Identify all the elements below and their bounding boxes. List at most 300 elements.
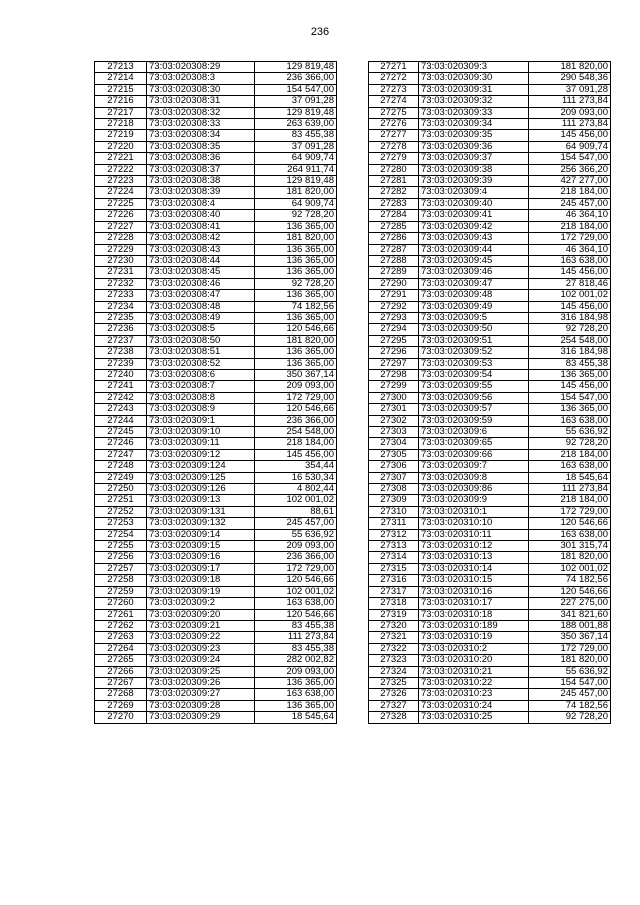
row-number-cell: 27306 bbox=[369, 461, 419, 472]
cadastral-number-cell: 73:03:020309:15 bbox=[147, 541, 255, 552]
cadastral-number-cell: 73:03:020309:31 bbox=[419, 84, 529, 95]
cadastral-number-cell: 73:03:020309:52 bbox=[419, 347, 529, 358]
cadastral-value-cell: 163 638,00 bbox=[529, 529, 611, 540]
row-number-cell: 27280 bbox=[369, 164, 419, 175]
table-row bbox=[369, 700, 611, 711]
cadastral-number-cell: 73:03:020309:131 bbox=[147, 506, 255, 517]
cadastral-number-cell: 73:03:020308:41 bbox=[147, 221, 255, 232]
cadastral-number-cell: 73:03:020309:17 bbox=[147, 563, 255, 574]
cadastral-value-cell: 102 001,02 bbox=[529, 290, 611, 301]
cadastral-value-cell: 55 636,92 bbox=[529, 666, 611, 677]
row-number-cell: 27261 bbox=[95, 609, 147, 620]
row-number-cell: 27272 bbox=[369, 73, 419, 84]
cadastral-number-cell: 73:03:020308:6 bbox=[147, 369, 255, 380]
cadastral-number-cell: 73:03:020309:41 bbox=[419, 210, 529, 221]
cadastral-value-cell: 92 728,20 bbox=[529, 712, 611, 723]
table-row bbox=[95, 712, 337, 723]
table-row bbox=[95, 392, 337, 403]
table-row bbox=[95, 575, 337, 586]
row-number-cell: 27282 bbox=[369, 187, 419, 198]
table-row bbox=[95, 62, 337, 73]
table-row bbox=[95, 449, 337, 460]
cadastral-value-cell: 227 275,00 bbox=[529, 598, 611, 609]
table-row bbox=[369, 176, 611, 187]
row-number-cell: 27248 bbox=[95, 461, 147, 472]
cadastral-number-cell: 73:03:020308:46 bbox=[147, 278, 255, 289]
cadastral-number-cell: 73:03:020310:2 bbox=[419, 643, 529, 654]
cadastral-value-cell: 136 365,00 bbox=[255, 700, 337, 711]
row-number-cell: 27226 bbox=[95, 210, 147, 221]
cadastral-value-cell: 64 909,74 bbox=[255, 198, 337, 209]
table-row bbox=[369, 301, 611, 312]
table-row bbox=[369, 335, 611, 346]
cadastral-value-cell: 102 001,02 bbox=[255, 495, 337, 506]
cadastral-value-cell: 218 184,00 bbox=[255, 438, 337, 449]
row-number-cell: 27274 bbox=[369, 96, 419, 107]
row-number-cell: 27268 bbox=[95, 689, 147, 700]
cadastral-value-cell: 92 728,20 bbox=[529, 438, 611, 449]
row-number-cell: 27296 bbox=[369, 347, 419, 358]
cadastral-value-cell: 350 367,14 bbox=[529, 632, 611, 643]
row-number-cell: 27276 bbox=[369, 119, 419, 130]
cadastral-value-cell: 188 001,88 bbox=[529, 620, 611, 631]
table-row bbox=[95, 369, 337, 380]
row-number-cell: 27221 bbox=[95, 153, 147, 164]
row-number-cell: 27309 bbox=[369, 495, 419, 506]
table-row bbox=[95, 506, 337, 517]
table-row bbox=[95, 119, 337, 130]
cadastral-value-cell: 37 091,28 bbox=[255, 141, 337, 152]
row-number-cell: 27277 bbox=[369, 130, 419, 141]
cadastral-value-cell: 181 820,00 bbox=[529, 655, 611, 666]
cadastral-number-cell: 73:03:020308:48 bbox=[147, 301, 255, 312]
row-number-cell: 27225 bbox=[95, 198, 147, 209]
cadastral-value-cell: 263 639,00 bbox=[255, 119, 337, 130]
row-number-cell: 27229 bbox=[95, 244, 147, 255]
cadastral-value-cell: 254 548,00 bbox=[255, 427, 337, 438]
cadastral-value-cell: 172 729,00 bbox=[529, 643, 611, 654]
cadastral-value-cell: 181 820,00 bbox=[255, 335, 337, 346]
cadastral-value-cell: 74 182,56 bbox=[529, 700, 611, 711]
cadastral-value-cell: 83 455,38 bbox=[255, 620, 337, 631]
table-row bbox=[95, 233, 337, 244]
cadastral-value-cell: 136 365,00 bbox=[255, 290, 337, 301]
table-row bbox=[369, 267, 611, 278]
cadastral-number-cell: 73:03:020308:36 bbox=[147, 153, 255, 164]
cadastral-number-cell: 73:03:020309:32 bbox=[419, 96, 529, 107]
table-row bbox=[95, 255, 337, 266]
cadastral-value-cell: 145 456,00 bbox=[529, 301, 611, 312]
cadastral-value-cell: 46 364,10 bbox=[529, 244, 611, 255]
cadastral-number-cell: 73:03:020310:14 bbox=[419, 563, 529, 574]
row-number-cell: 27219 bbox=[95, 130, 147, 141]
cadastral-value-cell: 218 184,00 bbox=[529, 221, 611, 232]
table-row bbox=[95, 541, 337, 552]
table-row bbox=[369, 552, 611, 563]
table-row bbox=[95, 312, 337, 323]
row-number-cell: 27314 bbox=[369, 552, 419, 563]
cadastral-value-table-left bbox=[94, 61, 337, 724]
cadastral-number-cell: 73:03:020309:132 bbox=[147, 518, 255, 529]
cadastral-number-cell: 73:03:020309:16 bbox=[147, 552, 255, 563]
table-row bbox=[95, 347, 337, 358]
table-row bbox=[95, 84, 337, 95]
cadastral-value-cell: 111 273,84 bbox=[255, 632, 337, 643]
table-row bbox=[369, 404, 611, 415]
cadastral-number-cell: 73:03:020308:7 bbox=[147, 381, 255, 392]
cadastral-number-cell: 73:03:020309:30 bbox=[419, 73, 529, 84]
table-row bbox=[95, 335, 337, 346]
cadastral-number-cell: 73:03:020309:25 bbox=[147, 666, 255, 677]
cadastral-value-cell: 83 455,38 bbox=[255, 643, 337, 654]
cadastral-value-cell: 264 911,74 bbox=[255, 164, 337, 175]
table-row bbox=[369, 119, 611, 130]
table-row bbox=[95, 632, 337, 643]
cadastral-value-cell: 136 365,00 bbox=[255, 244, 337, 255]
cadastral-number-cell: 73:03:020310:19 bbox=[419, 632, 529, 643]
cadastral-number-cell: 73:03:020309:49 bbox=[419, 301, 529, 312]
cadastral-number-cell: 73:03:020309:22 bbox=[147, 632, 255, 643]
cadastral-value-cell: 427 277,00 bbox=[529, 176, 611, 187]
cadastral-number-cell: 73:03:020310:25 bbox=[419, 712, 529, 723]
cadastral-value-cell: 136 365,00 bbox=[255, 221, 337, 232]
cadastral-number-cell: 73:03:020309:19 bbox=[147, 586, 255, 597]
row-number-cell: 27298 bbox=[369, 369, 419, 380]
table-row bbox=[95, 107, 337, 118]
cadastral-number-cell: 73:03:020309:9 bbox=[419, 495, 529, 506]
cadastral-value-cell: 181 820,00 bbox=[255, 233, 337, 244]
table-row bbox=[369, 187, 611, 198]
table-row bbox=[369, 358, 611, 369]
cadastral-number-cell: 73:03:020309:57 bbox=[419, 404, 529, 415]
table-row bbox=[369, 495, 611, 506]
cadastral-value-cell: 37 091,28 bbox=[255, 96, 337, 107]
table-row bbox=[369, 575, 611, 586]
row-number-cell: 27227 bbox=[95, 221, 147, 232]
cadastral-value-cell: 154 547,00 bbox=[529, 392, 611, 403]
row-number-cell: 27234 bbox=[95, 301, 147, 312]
table-row bbox=[95, 221, 337, 232]
cadastral-value-cell: 16 530,34 bbox=[255, 472, 337, 483]
row-number-cell: 27264 bbox=[95, 643, 147, 654]
table-row bbox=[369, 632, 611, 643]
table-row bbox=[369, 506, 611, 517]
cadastral-number-cell: 73:03:020308:37 bbox=[147, 164, 255, 175]
table-row bbox=[95, 73, 337, 84]
cadastral-number-cell: 73:03:020308:33 bbox=[147, 119, 255, 130]
cadastral-number-cell: 73:03:020308:51 bbox=[147, 347, 255, 358]
cadastral-number-cell: 73:03:020309:124 bbox=[147, 461, 255, 472]
table-row bbox=[95, 518, 337, 529]
row-number-cell: 27236 bbox=[95, 324, 147, 335]
row-number-cell: 27304 bbox=[369, 438, 419, 449]
cadastral-number-cell: 73:03:020309:6 bbox=[419, 427, 529, 438]
row-number-cell: 27237 bbox=[95, 335, 147, 346]
cadastral-value-cell: 129 819,48 bbox=[255, 107, 337, 118]
row-number-cell: 27255 bbox=[95, 541, 147, 552]
row-number-cell: 27320 bbox=[369, 620, 419, 631]
cadastral-number-cell: 73:03:020308:32 bbox=[147, 107, 255, 118]
cadastral-value-cell: 145 456,00 bbox=[529, 267, 611, 278]
cadastral-value-cell: 236 366,00 bbox=[255, 552, 337, 563]
table-row bbox=[95, 586, 337, 597]
table-row bbox=[369, 107, 611, 118]
cadastral-number-cell: 73:03:020310:23 bbox=[419, 689, 529, 700]
row-number-cell: 27215 bbox=[95, 84, 147, 95]
row-number-cell: 27222 bbox=[95, 164, 147, 175]
row-number-cell: 27324 bbox=[369, 666, 419, 677]
row-number-cell: 27247 bbox=[95, 449, 147, 460]
cadastral-value-cell: 64 909,74 bbox=[529, 141, 611, 152]
table-row bbox=[369, 461, 611, 472]
row-number-cell: 27326 bbox=[369, 689, 419, 700]
table-row bbox=[95, 495, 337, 506]
cadastral-value-cell: 120 546,66 bbox=[255, 575, 337, 586]
table-row bbox=[369, 392, 611, 403]
cadastral-number-cell: 73:03:020309:37 bbox=[419, 153, 529, 164]
table-row bbox=[369, 484, 611, 495]
row-number-cell: 27310 bbox=[369, 506, 419, 517]
row-number-cell: 27273 bbox=[369, 84, 419, 95]
cadastral-value-cell: 282 002,82 bbox=[255, 655, 337, 666]
table-row bbox=[95, 598, 337, 609]
cadastral-value-cell: 145 456,00 bbox=[529, 130, 611, 141]
cadastral-number-cell: 73:03:020309:126 bbox=[147, 484, 255, 495]
row-number-cell: 27258 bbox=[95, 575, 147, 586]
cadastral-number-cell: 73:03:020309:51 bbox=[419, 335, 529, 346]
cadastral-number-cell: 73:03:020310:11 bbox=[419, 529, 529, 540]
table-row bbox=[369, 233, 611, 244]
cadastral-value-cell: 37 091,28 bbox=[529, 84, 611, 95]
row-number-cell: 27293 bbox=[369, 312, 419, 323]
row-number-cell: 27240 bbox=[95, 369, 147, 380]
row-number-cell: 27288 bbox=[369, 255, 419, 266]
row-number-cell: 27308 bbox=[369, 484, 419, 495]
cadastral-number-cell: 73:03:020309:24 bbox=[147, 655, 255, 666]
row-number-cell: 27285 bbox=[369, 221, 419, 232]
row-number-cell: 27297 bbox=[369, 358, 419, 369]
row-number-cell: 27295 bbox=[369, 335, 419, 346]
cadastral-number-cell: 73:03:020309:18 bbox=[147, 575, 255, 586]
cadastral-number-cell: 73:03:020309:7 bbox=[419, 461, 529, 472]
cadastral-number-cell: 73:03:020310:21 bbox=[419, 666, 529, 677]
table-row bbox=[369, 620, 611, 631]
cadastral-number-cell: 73:03:020309:50 bbox=[419, 324, 529, 335]
cadastral-number-cell: 73:03:020310:13 bbox=[419, 552, 529, 563]
cadastral-number-cell: 73:03:020309:11 bbox=[147, 438, 255, 449]
row-number-cell: 27269 bbox=[95, 700, 147, 711]
cadastral-value-cell: 154 547,00 bbox=[529, 677, 611, 688]
cadastral-number-cell: 73:03:020310:22 bbox=[419, 677, 529, 688]
row-number-cell: 27216 bbox=[95, 96, 147, 107]
cadastral-value-cell: 92 728,20 bbox=[255, 278, 337, 289]
cadastral-value-cell: 181 820,00 bbox=[255, 187, 337, 198]
cadastral-number-cell: 73:03:020309:12 bbox=[147, 449, 255, 460]
table-row bbox=[369, 312, 611, 323]
table-row bbox=[95, 278, 337, 289]
table-row bbox=[95, 461, 337, 472]
cadastral-value-cell: 354,44 bbox=[255, 461, 337, 472]
cadastral-number-cell: 73:03:020309:13 bbox=[147, 495, 255, 506]
cadastral-value-cell: 102 001,02 bbox=[529, 563, 611, 574]
cadastral-number-cell: 73:03:020309:46 bbox=[419, 267, 529, 278]
cadastral-value-cell: 46 364,10 bbox=[529, 210, 611, 221]
cadastral-number-cell: 73:03:020309:33 bbox=[419, 107, 529, 118]
cadastral-number-cell: 73:03:020309:20 bbox=[147, 609, 255, 620]
cadastral-value-cell: 301 315,74 bbox=[529, 541, 611, 552]
row-number-cell: 27292 bbox=[369, 301, 419, 312]
row-number-cell: 27218 bbox=[95, 119, 147, 130]
table-row bbox=[95, 529, 337, 540]
table-row bbox=[369, 586, 611, 597]
cadastral-value-cell: 154 547,00 bbox=[529, 153, 611, 164]
row-number-cell: 27316 bbox=[369, 575, 419, 586]
table-row bbox=[369, 381, 611, 392]
cadastral-number-cell: 73:03:020308:47 bbox=[147, 290, 255, 301]
page-number: 236 bbox=[310, 26, 330, 38]
cadastral-value-cell: 172 729,00 bbox=[529, 233, 611, 244]
cadastral-value-cell: 163 638,00 bbox=[529, 415, 611, 426]
cadastral-number-cell: 73:03:020310:189 bbox=[419, 620, 529, 631]
cadastral-value-cell: 136 365,00 bbox=[255, 677, 337, 688]
cadastral-number-cell: 73:03:020309:38 bbox=[419, 164, 529, 175]
table-row bbox=[369, 210, 611, 221]
table-row bbox=[369, 347, 611, 358]
table-row bbox=[95, 677, 337, 688]
cadastral-number-cell: 73:03:020309:28 bbox=[147, 700, 255, 711]
row-number-cell: 27256 bbox=[95, 552, 147, 563]
row-number-cell: 27323 bbox=[369, 655, 419, 666]
table-row bbox=[369, 290, 611, 301]
table-row bbox=[369, 609, 611, 620]
cadastral-value-cell: 136 365,00 bbox=[255, 267, 337, 278]
table-row bbox=[95, 244, 337, 255]
table-row bbox=[369, 541, 611, 552]
cadastral-value-cell: 218 184,00 bbox=[529, 495, 611, 506]
cadastral-number-cell: 73:03:020309:34 bbox=[419, 119, 529, 130]
cadastral-number-cell: 73:03:020309:40 bbox=[419, 198, 529, 209]
row-number-cell: 27313 bbox=[369, 541, 419, 552]
row-number-cell: 27238 bbox=[95, 347, 147, 358]
row-number-cell: 27231 bbox=[95, 267, 147, 278]
row-number-cell: 27286 bbox=[369, 233, 419, 244]
cadastral-value-cell: 111 273,84 bbox=[529, 119, 611, 130]
cadastral-value-cell: 92 728,20 bbox=[255, 210, 337, 221]
row-number-cell: 27270 bbox=[95, 712, 147, 723]
table-row bbox=[369, 369, 611, 380]
table-row bbox=[369, 666, 611, 677]
table-row bbox=[95, 301, 337, 312]
cadastral-number-cell: 73:03:020309:2 bbox=[147, 598, 255, 609]
row-number-cell: 27267 bbox=[95, 677, 147, 688]
cadastral-value-cell: 341 821,60 bbox=[529, 609, 611, 620]
cadastral-number-cell: 73:03:020308:38 bbox=[147, 176, 255, 187]
row-number-cell: 27262 bbox=[95, 620, 147, 631]
cadastral-value-cell: 136 365,00 bbox=[255, 358, 337, 369]
cadastral-number-cell: 73:03:020309:48 bbox=[419, 290, 529, 301]
cadastral-value-cell: 55 636,92 bbox=[255, 529, 337, 540]
table-row bbox=[95, 620, 337, 631]
cadastral-value-cell: 316 184,98 bbox=[529, 312, 611, 323]
table-row bbox=[369, 518, 611, 529]
cadastral-number-cell: 73:03:020309:3 bbox=[419, 62, 529, 73]
row-number-cell: 27217 bbox=[95, 107, 147, 118]
table-row bbox=[95, 427, 337, 438]
table-row bbox=[369, 244, 611, 255]
table-row bbox=[369, 415, 611, 426]
table-row bbox=[95, 153, 337, 164]
row-number-cell: 27244 bbox=[95, 415, 147, 426]
cadastral-value-cell: 236 366,00 bbox=[255, 415, 337, 426]
table-row bbox=[95, 415, 337, 426]
cadastral-number-cell: 73:03:020309:54 bbox=[419, 369, 529, 380]
cadastral-value-cell: 236 366,00 bbox=[255, 73, 337, 84]
cadastral-value-cell: 172 729,00 bbox=[255, 392, 337, 403]
row-number-cell: 27315 bbox=[369, 563, 419, 574]
cadastral-value-cell: 74 182,56 bbox=[529, 575, 611, 586]
cadastral-value-cell: 83 455,38 bbox=[255, 130, 337, 141]
row-number-cell: 27291 bbox=[369, 290, 419, 301]
cadastral-value-cell: 111 273,84 bbox=[529, 484, 611, 495]
cadastral-value-cell: 350 367,14 bbox=[255, 369, 337, 380]
cadastral-number-cell: 73:03:020309:14 bbox=[147, 529, 255, 540]
cadastral-number-cell: 73:03:020309:47 bbox=[419, 278, 529, 289]
cadastral-number-cell: 73:03:020309:56 bbox=[419, 392, 529, 403]
row-number-cell: 27253 bbox=[95, 518, 147, 529]
table-row bbox=[95, 655, 337, 666]
row-number-cell: 27305 bbox=[369, 449, 419, 460]
cadastral-value-cell: 88,61 bbox=[255, 506, 337, 517]
cadastral-number-cell: 73:03:020308:3 bbox=[147, 73, 255, 84]
cadastral-number-cell: 73:03:020309:53 bbox=[419, 358, 529, 369]
row-number-cell: 27275 bbox=[369, 107, 419, 118]
cadastral-number-cell: 73:03:020308:40 bbox=[147, 210, 255, 221]
cadastral-value-cell: 120 546,66 bbox=[529, 586, 611, 597]
row-number-cell: 27224 bbox=[95, 187, 147, 198]
cadastral-number-cell: 73:03:020309:27 bbox=[147, 689, 255, 700]
table-row bbox=[369, 141, 611, 152]
row-number-cell: 27214 bbox=[95, 73, 147, 84]
cadastral-value-cell: 163 638,00 bbox=[255, 689, 337, 700]
row-number-cell: 27242 bbox=[95, 392, 147, 403]
cadastral-value-cell: 209 093,00 bbox=[529, 107, 611, 118]
table-row bbox=[369, 96, 611, 107]
row-number-cell: 27301 bbox=[369, 404, 419, 415]
cadastral-value-cell: 111 273,84 bbox=[529, 96, 611, 107]
cadastral-number-cell: 73:03:020308:30 bbox=[147, 84, 255, 95]
cadastral-number-cell: 73:03:020309:59 bbox=[419, 415, 529, 426]
table-row bbox=[369, 62, 611, 73]
cadastral-number-cell: 73:03:020309:43 bbox=[419, 233, 529, 244]
cadastral-number-cell: 73:03:020308:34 bbox=[147, 130, 255, 141]
cadastral-value-table-right bbox=[368, 61, 611, 724]
row-number-cell: 27266 bbox=[95, 666, 147, 677]
table-row bbox=[95, 381, 337, 392]
row-number-cell: 27279 bbox=[369, 153, 419, 164]
cadastral-value-cell: 209 093,00 bbox=[255, 666, 337, 677]
table-row bbox=[95, 484, 337, 495]
row-number-cell: 27233 bbox=[95, 290, 147, 301]
row-number-cell: 27257 bbox=[95, 563, 147, 574]
cadastral-value-cell: 92 728,20 bbox=[529, 324, 611, 335]
cadastral-number-cell: 73:03:020308:29 bbox=[147, 62, 255, 73]
table-row bbox=[95, 404, 337, 415]
cadastral-value-cell: 163 638,00 bbox=[255, 598, 337, 609]
cadastral-number-cell: 73:03:020308:5 bbox=[147, 324, 255, 335]
row-number-cell: 27252 bbox=[95, 506, 147, 517]
cadastral-number-cell: 73:03:020309:66 bbox=[419, 449, 529, 460]
row-number-cell: 27265 bbox=[95, 655, 147, 666]
